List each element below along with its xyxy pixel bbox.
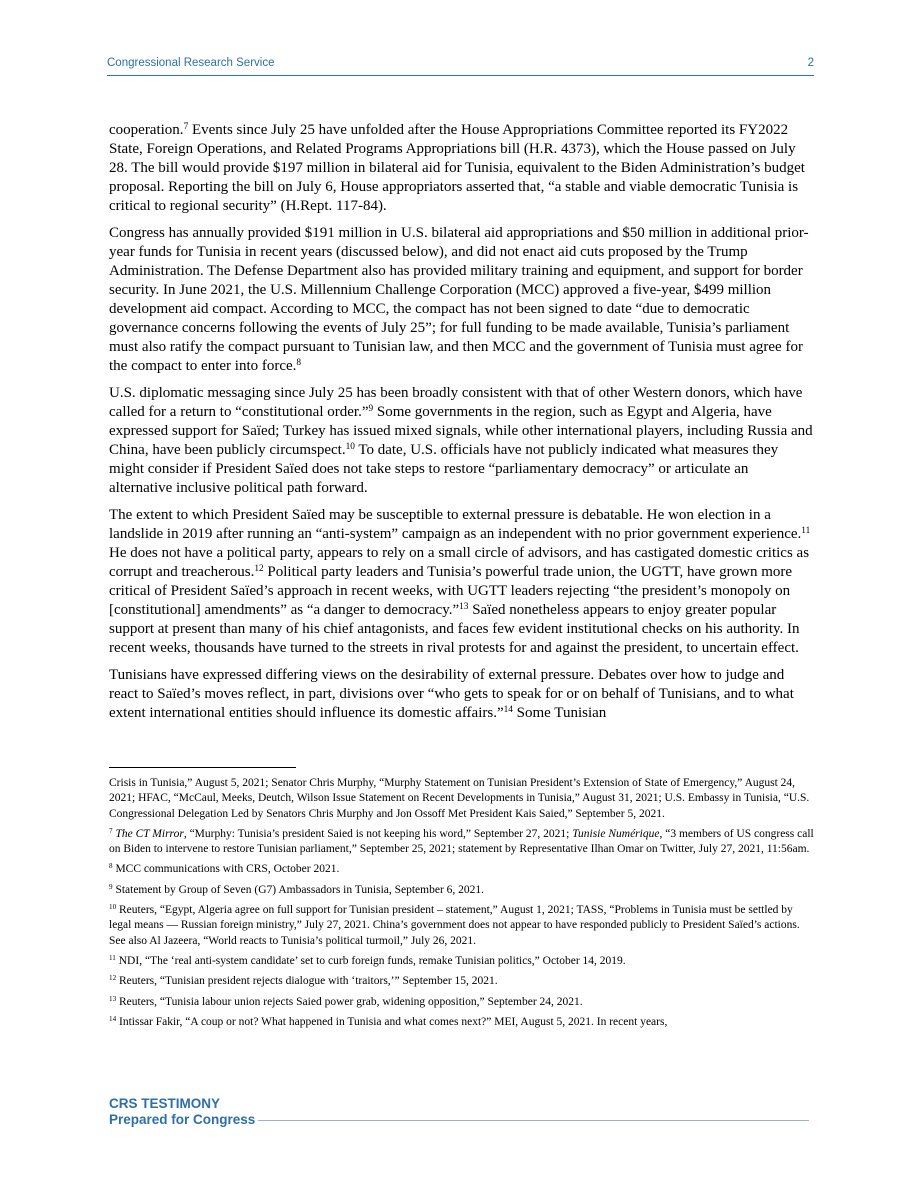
footnote-number: 12	[109, 974, 117, 983]
footnote-text: NDI, “The ‘real anti-system candidate’ set to curb foreign funds, remake Tunisian politics,” October 14, 2019.	[115, 954, 626, 967]
footnote-9	[109, 883, 815, 898]
body-text	[109, 121, 815, 731]
source-title: The CT Mirror	[115, 827, 184, 840]
footnote-ref[interactable]: 12	[254, 563, 264, 574]
paragraph	[109, 384, 815, 498]
footnote-text: Reuters, “Tunisian president rejects dialogue with ‘traitors,’” September 15, 2021.	[116, 975, 498, 988]
paragraph	[109, 224, 815, 376]
page-number: 2	[807, 57, 814, 69]
text: Congress has annually provided $191 million in U.S. bilateral aid appropriations and $50 million in additional prior-year funds for Tunisia in recent years (discussed below), and did not enact aid cuts proposed by the Trump Administration. The Defense Department also has provided military training and equipment, and support for border security. In June 2021, the U.S. Millennium Challenge Corporation (MCC) approved a five-year, $499 million development aid compact. According to MCC, the compact has not been signed to date “due to democratic governance concerns following the events of July 25”; for full funding to be made available, Tunisia’s parliament must also ratify the compact pursuant to Tunisian law, and then MCC and the government of Tunisia must agree for the compact to enter into force.	[109, 225, 809, 374]
text: cooperation.	[109, 122, 184, 138]
footnote-number: 8	[109, 862, 113, 871]
footnote-text: MCC communications with CRS, October 2021.	[112, 863, 340, 876]
footnote-10	[109, 903, 815, 949]
text: To date, U.S. officials have not publicly indicated what measures they might consider if President Saïed does not take steps to restore “parliamentary democracy” or articulate an alternative inclusive political path forward.	[109, 442, 779, 496]
footnote-number: 14	[109, 1014, 117, 1023]
footnote-text: Reuters, “Tunisia labour union rejects Saied power grab, widening opposition,” September 24, 2021.	[116, 995, 583, 1008]
footnote-14	[109, 1015, 815, 1030]
footnote-continued: Crisis in Tunisia,” August 5, 2021; Senator Chris Murphy, “Murphy Statement on Tunisian President’s Extension of State of Emergency,” August 24, 2021; HFAC, “McCaul, Meeks, Deutch, Wilson Issue Statement on Recent Developments in Tunisia,” August 31, 2021; U.S. Embassy in Tunisia, “U.S. Congressional Delegation Led by Senators Chris Murphy and Jon Ossoff Met President Kais Saied,” September 5, 2021.	[109, 777, 810, 820]
footnote-text: , “Murphy: Tunisia’s president Saied is not keeping his word,” September 27, 2021;	[183, 827, 573, 840]
text: Some Tunisian	[512, 705, 607, 721]
footnote-ref[interactable]: 9	[368, 403, 374, 414]
footer-rule	[258, 1120, 809, 1121]
footnote-number: 9	[109, 882, 113, 891]
footnote-ref[interactable]: 7	[183, 121, 189, 132]
footnote-ref[interactable]: 14	[503, 704, 513, 715]
text: Saïed nonetheless appears to enjoy greater popular support at present than many of his chief antagonists, and faces few evident institutional checks on his authority. In recent weeks, thousands have turned to the streets in rival protests for and against the president, to uncertain effect.	[109, 602, 800, 656]
footnote-number: 7	[109, 826, 113, 835]
footnote-text: Reuters, “Egypt, Algeria agree on full support for Tunisian president – statement,” August 1, 2021; TASS, “Problems in Tunisia must be settled by legal means — Russian foreign ministry,” July 27, 2021. China’s government does not appear to have responded publicly to President Saïed’s actions. See also Al Jazeera, “World reacts to Tunisia’s political turmoil,” July 26, 2021.	[109, 904, 800, 947]
page-footer	[109, 1096, 809, 1128]
footnote-12	[109, 974, 815, 989]
paragraph	[109, 121, 815, 216]
footnotes	[109, 776, 815, 1035]
footnote-divider	[109, 767, 296, 768]
page-header	[107, 57, 814, 76]
text: The extent to which President Saïed may be susceptible to external pressure is debatable. He won election in a landslide in 2019 after running an “anti-system” campaign as an independent with no prior government experience.	[109, 507, 802, 542]
header-org-name: Congressional Research Service	[107, 57, 275, 69]
footnote-ref[interactable]: 11	[801, 525, 811, 536]
footnote-8	[109, 862, 815, 877]
footnote-ref[interactable]: 13	[459, 601, 469, 612]
text: Some governments in the region, such as Egypt and Algeria, have expressed support for Saïed; Turkey has issued mixed signals, while other international players, including Russia and China, have been publicly circumspect.	[109, 404, 813, 458]
source-title: Tunisie Numérique	[572, 827, 660, 840]
footnote-7	[109, 827, 815, 858]
footer-subtitle-row	[109, 1112, 809, 1128]
footer-subtitle: Prepared for Congress	[109, 1112, 256, 1127]
footnote-number: 11	[109, 954, 116, 963]
footer-title: CRS TESTIMONY	[109, 1096, 221, 1111]
footnote-11	[109, 954, 815, 969]
text: Political party leaders and Tunisia’s powerful trade union, the UGTT, have grown more critical of President Saïed’s approach in recent weeks, with UGTT leaders rejecting “the president’s monopoly on [constitutional] amendments” as “a danger to democracy.”	[109, 564, 793, 618]
footnote-13	[109, 995, 815, 1010]
text: Events since July 25 have unfolded after the House Appropriations Committee reported its FY2022 State, Foreign Operations, and Related Programs Appropriations bill (H.R. 4373), which the House passed on July 28. The bill would provide $197 million in bilateral aid for Tunisia, equivalent to the Biden Administration’s budget proposal. Reporting the bill on July 6, House appropriators asserted that, “a stable and viable democratic Tunisia is critical to regional security” (H.Rept. 117-84).	[109, 122, 805, 214]
footnote-ref[interactable]: 8	[296, 357, 302, 368]
text: U.S. diplomatic messaging since July 25 has been broadly consistent with that of other Western donors, which have called for a return to “constitutional order.”	[109, 385, 803, 420]
paragraph	[109, 506, 815, 658]
text: Tunisians have expressed differing views on the desirability of external pressure. Debates over how to judge and react to Saïed’s moves reflect, in part, divisions over “who gets to speak for or on behalf of Tunisians, and to what extent international entities should influence its domestic affairs.”	[109, 667, 794, 721]
paragraph	[109, 666, 815, 723]
footnote-number: 13	[109, 994, 117, 1003]
footnote-ref[interactable]: 10	[345, 441, 355, 452]
footnote-text: Statement by Group of Seven (G7) Ambassadors in Tunisia, September 6, 2021.	[112, 883, 485, 896]
footnote-text: , “3 members of US congress call on Biden to intervene to restore Tunisian parliament,” September 25, 2021; statement by Representative Ilhan Omar on Twitter, July 27, 2021, 11:56am.	[109, 827, 814, 856]
footnote-number: 10	[109, 903, 117, 912]
footnote-text: Intissar Fakir, “A coup or not? What happened in Tunisia and what comes next?” MEI, August 5, 2021. In recent years,	[116, 1015, 668, 1028]
text: He does not have a political party, appears to rely on a small circle of advisors, and has castigated domestic critics as corrupt and treacherous.	[109, 545, 810, 580]
